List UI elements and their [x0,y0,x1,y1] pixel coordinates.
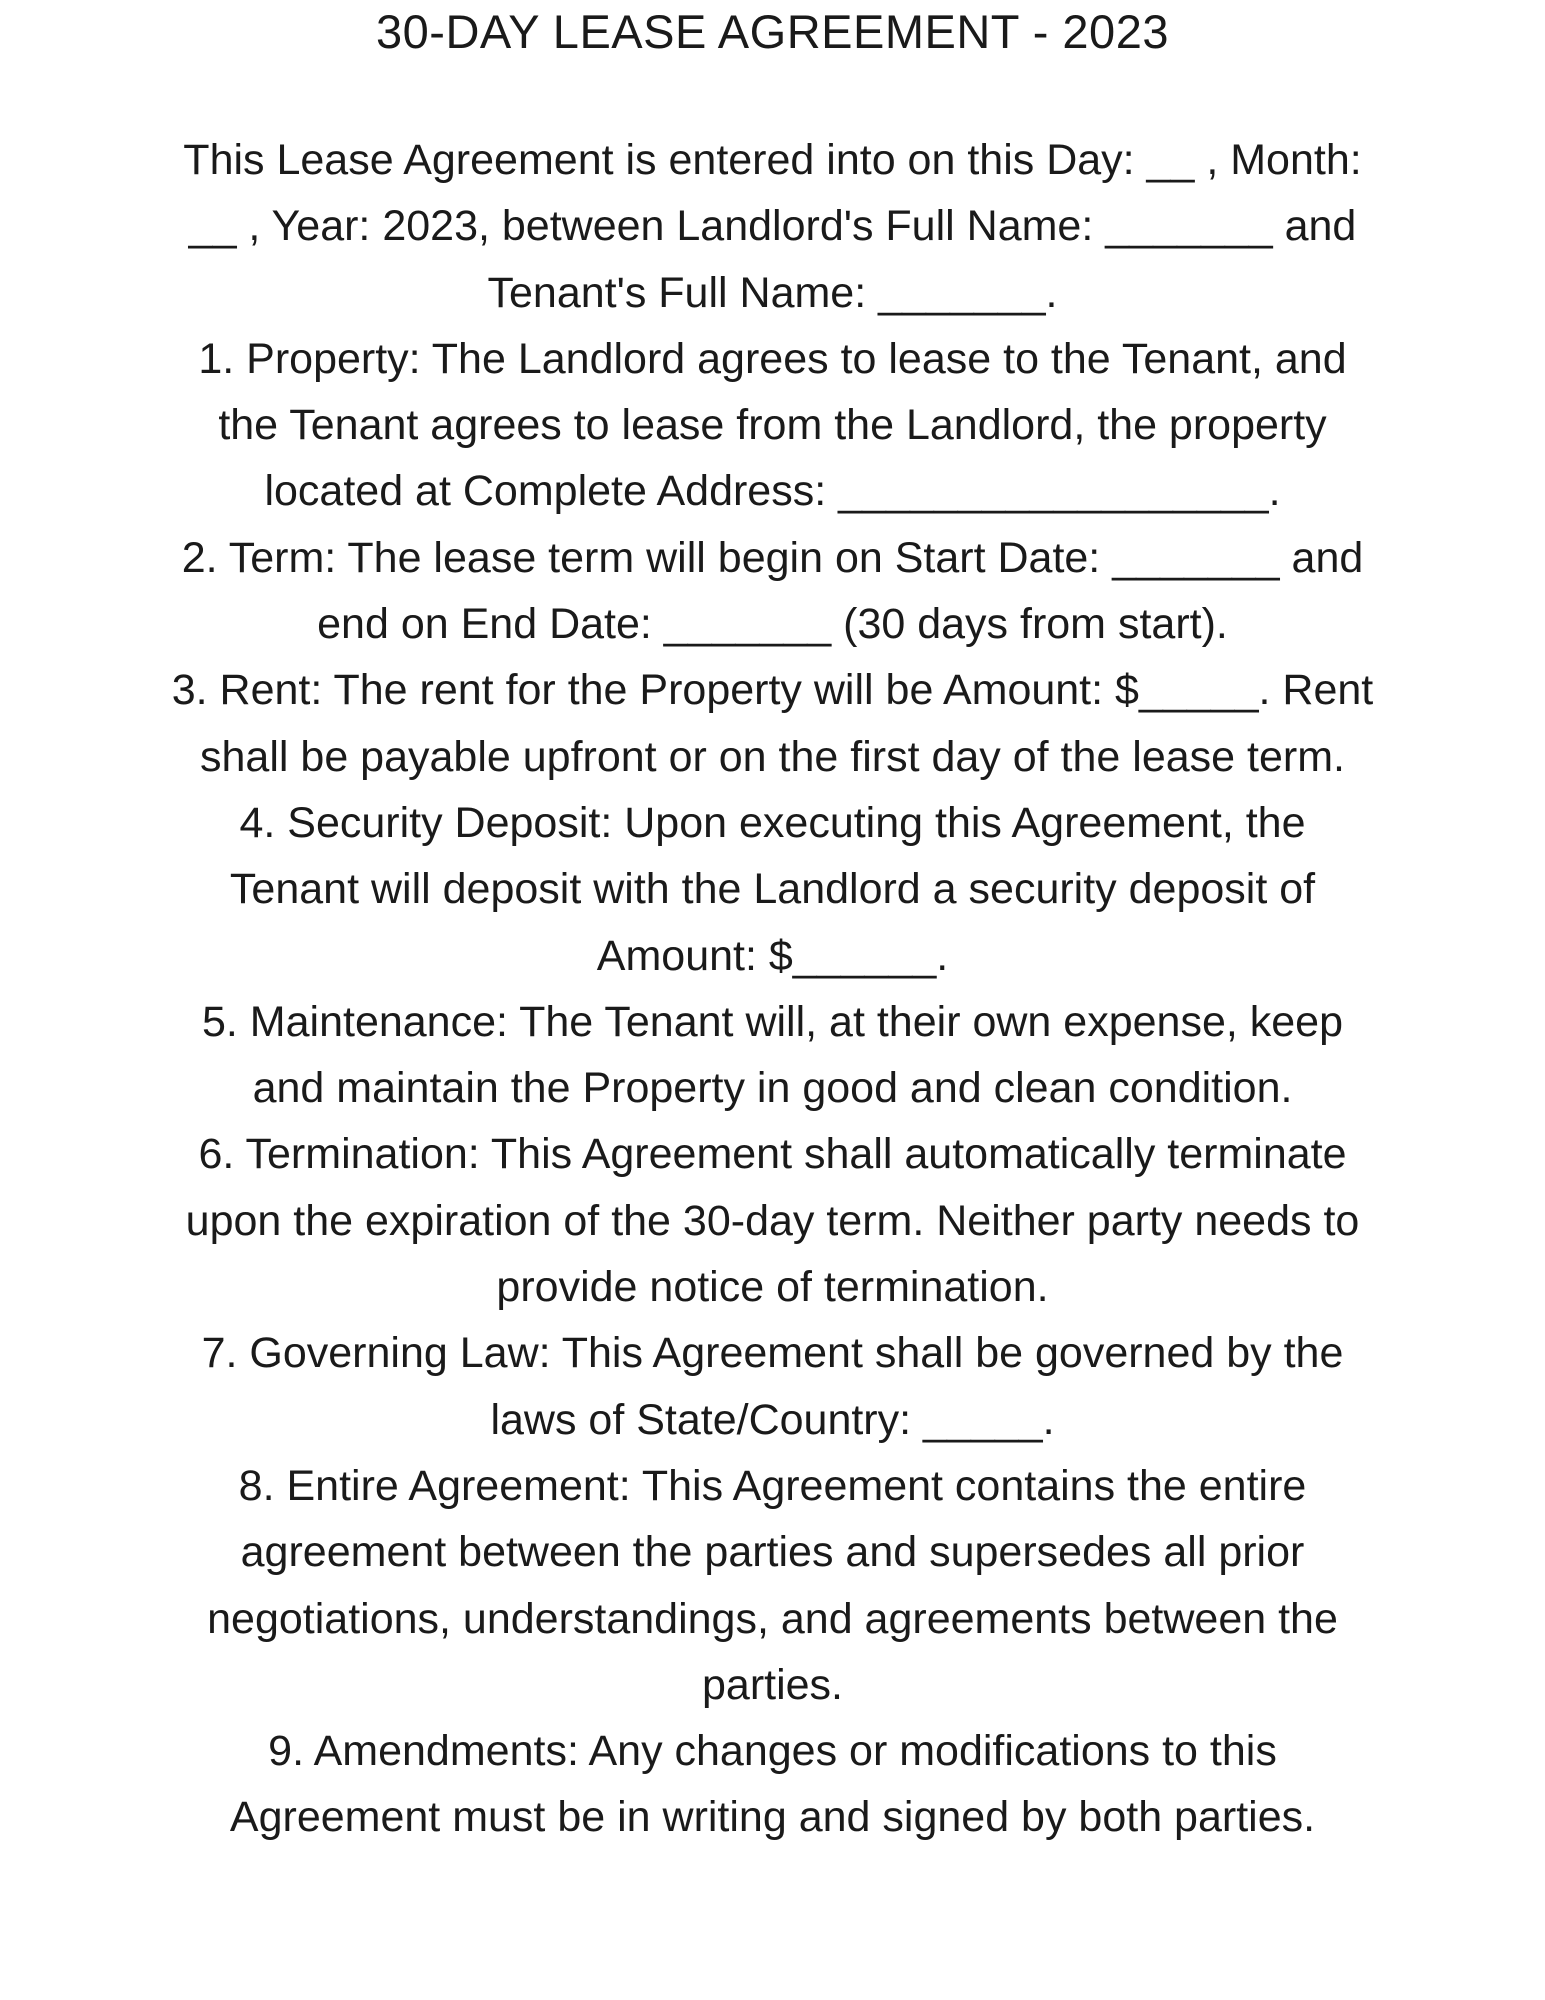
document-line-14: 5. Maintenance: The Tenant will, at their own expense, keep [201,997,1343,1046]
document-line-5: the Tenant agrees to lease from the Landlord, the property [218,401,1327,450]
document-line-1: This Lease Agreement is entered into on this Day: __ , Month: [183,136,1362,184]
document-line-21: 8. Entire Agreement: This Agreement contains the entire [238,1461,1307,1510]
document-title: 30-DAY LEASE AGREEMENT - 2023 [376,5,1169,58]
document-line-22: agreement between the parties and supersedes all prior [240,1528,1305,1577]
document-line-8: end on End Date: _______ (30 days from start). [317,600,1228,649]
document-line-17: upon the expiration of the 30-day term. Neither party needs to [185,1196,1360,1245]
document-line-7: 2. Term: The lease term will begin on Start Date: _______ and [181,533,1364,582]
document-line-6: located at Complete Address: __________________. [264,467,1281,516]
document-line-20: laws of State/Country: _____. [490,1395,1055,1444]
document-line-26: Agreement must be in writing and signed by both parties. [229,1793,1316,1842]
document-line-4: 1. Property: The Landlord agrees to lease to the Tenant, and [198,334,1347,383]
document-line-10: shall be payable upfront or on the first day of the lease term. [200,732,1345,781]
document-line-9: 3. Rent: The rent for the Property will be Amount: $_____. Rent [171,666,1374,715]
document-line-24: parties. [701,1660,843,1709]
document-line-12: Tenant will deposit with the Landlord a security deposit of [229,865,1316,914]
document-line-25: 9. Amendments: Any changes or modifications to this [268,1727,1277,1776]
document-line-19: 7. Governing Law: This Agreement shall be governed by the [201,1329,1344,1378]
document-body [0,127,1545,1851]
document-line-16: 6. Termination: This Agreement shall automatically terminate [198,1130,1347,1179]
document-line-23: negotiations, understandings, and agreements between the [207,1594,1338,1643]
document-line-11: 4. Security Deposit: Upon executing this Agreement, the [239,798,1306,847]
document-line-13: Amount: $______. [596,931,949,980]
document-line-18: provide notice of termination. [496,1263,1049,1312]
document-line-15: and maintain the Property in good and clean condition. [252,1064,1293,1113]
document-line-3: Tenant's Full Name: _______. [487,268,1058,317]
document-line-2: __ , Year: 2023, between Landlord's Full Name: _______ and [188,202,1357,251]
